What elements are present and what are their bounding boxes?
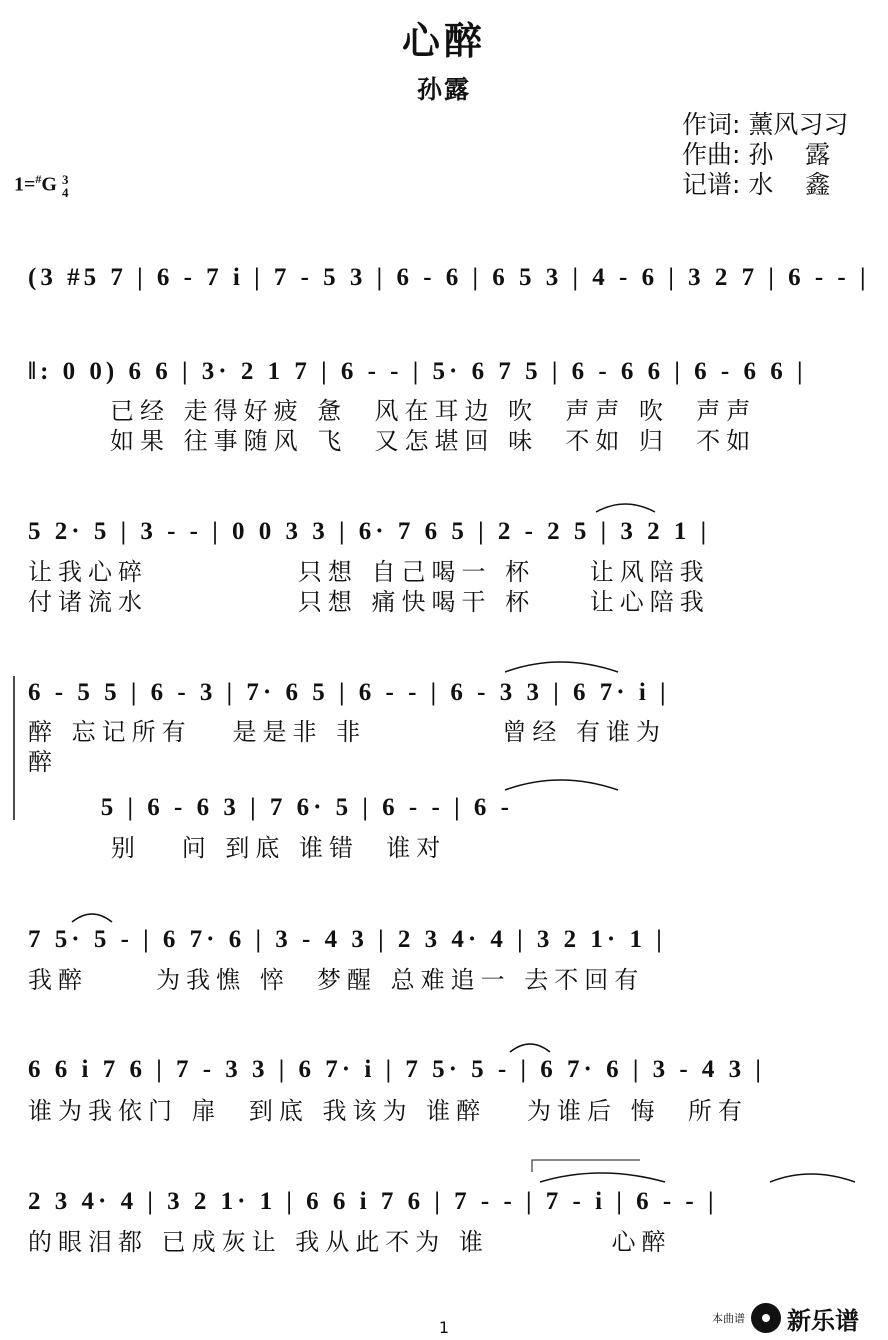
slur-line8a [540, 1173, 665, 1182]
lyric-line-8a: 的眼泪都 已成灰让 我从此不为 谁 心醉 [28, 1228, 672, 1256]
score-line-4: 6 - 5 5 | 6 - 3 | 7· 6 5 | 6 - - | 6 - 3 3 | 6 7· i | [28, 679, 670, 706]
singer-name: 孙露 [416, 75, 471, 104]
song-title: 心醉 [401, 18, 486, 63]
slur-line3 [596, 504, 655, 512]
lyric-line-5a: 别 问 到底 谁错 谁对 [70, 834, 447, 862]
score-line-6: 7 5· 5 - | 6 7· 6 | 3 - 4 3 | 2 3 4· 4 | 3 2 1· 1 | [28, 926, 666, 953]
site-logo [712, 1300, 859, 1336]
lyric-line-4b: 醉 [28, 748, 58, 776]
lyricist-credit: 作词: 薰风习习 [682, 110, 849, 139]
score-line-2: ‖: 0 0) 6 6 | 3· 2 1 7 | 6 - - | 5· 6 7 5 | 6 - 6 6 | 6 - 6 6 | [28, 358, 807, 385]
slur-line4 [505, 662, 618, 672]
lyric-line-7a: 谁为我依门 扉 到底 我该为 谁醉 为谁后 悔 所有 [28, 1097, 748, 1125]
score-line-7: 6 6 i 7 6 | 7 - 3 3 | 6 7· i | 7 5· 5 - | 6 7· 6 | 3 - 4 3 | [28, 1056, 765, 1083]
logo-text: 新乐谱 [787, 1306, 859, 1335]
slur-line8b [770, 1174, 855, 1182]
key-prefix: 1= [14, 173, 36, 196]
score-line-5: 5 | 6 - 6 3 | 7 6· 5 | 6 - - | 6 - [70, 794, 513, 821]
volta-bracket [532, 1160, 640, 1172]
slur-line7 [510, 1044, 550, 1052]
lyric-line-3b: 付诸流水 只想 痛快喝干 杯 让心陪我 [28, 588, 710, 616]
lyric-line-6a: 我醉 为我憔 悴 梦醒 总难追一 去不回有 [28, 966, 645, 994]
lyric-line-3a: 让我心碎 只想 自己喝一 杯 让风陪我 [28, 558, 710, 586]
score-line-8: 2 3 4· 4 | 3 2 1· 1 | 6 6 i 7 6 | 7 - - | 7 - i | 6 - - | [28, 1188, 718, 1215]
slur-line6 [72, 914, 112, 922]
composer-credit: 作曲: 孙 露 [682, 140, 831, 169]
slur-line5 [505, 780, 618, 790]
sharp-icon: # [35, 172, 42, 186]
key-note: G [41, 173, 57, 196]
lyric-line-4a: 醉 忘记所有 是是非 非 曾经 有谁为 [28, 718, 667, 746]
transcriber-credit: 记谱: 水 鑫 [682, 170, 831, 199]
score-line-1: (3 #5 7 | 6 - 7 i | 7 - 5 3 | 6 - 6 | 6 5 3 | 4 - 6 | 3 2 7 | 6 - - | [28, 264, 870, 291]
time-denominator: 4 [61, 185, 69, 201]
page-number: 1 [438, 1318, 450, 1337]
lyric-line-2a: 已经 走得好疲 惫 风在耳边 吹 声声 吹 声声 [110, 397, 757, 425]
lyric-line-2b: 如果 往事随风 飞 又怎堪回 味 不如 归 不如 [110, 427, 757, 455]
disc-icon [751, 1303, 781, 1333]
logo-caption: 本曲谱 [712, 1312, 745, 1325]
score-line-3: 5 2· 5 | 3 - - | 0 0 3 3 | 6· 7 6 5 | 2 - 2 5 | 3 2 1 | [28, 518, 711, 545]
time-numerator: 3 [61, 172, 69, 188]
